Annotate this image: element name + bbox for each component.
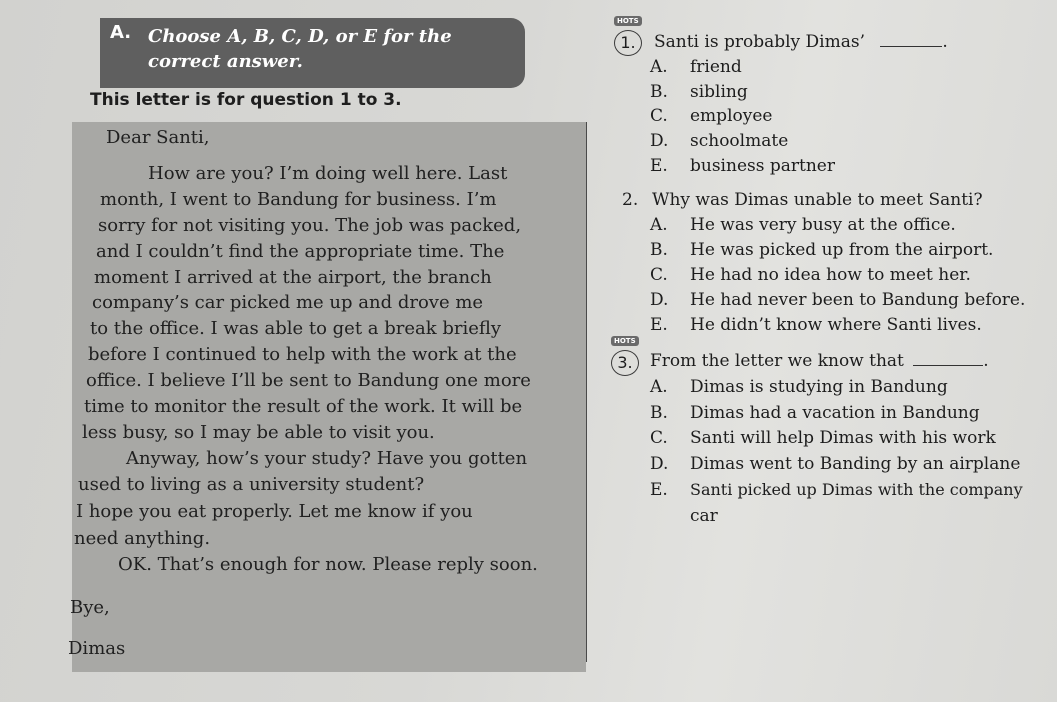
question-1-number: 1.	[614, 30, 642, 56]
question-3-text	[650, 351, 989, 371]
letter-line: office. I believe I’ll be sent to Bandung one more	[86, 370, 531, 391]
option-letter: A.	[650, 215, 668, 235]
option-letter: D.	[650, 131, 669, 151]
letter-line: company’s car picked me up and drove me	[92, 292, 484, 313]
answer-blank	[880, 46, 942, 47]
question-1-text	[654, 32, 948, 52]
letter-line: before I continued to help with the work at the	[88, 344, 517, 365]
letter-line: need anything.	[74, 528, 211, 549]
column-divider	[586, 122, 587, 662]
letter-line: Anyway, how’s your study? Have you gotten	[126, 448, 528, 469]
option-letter: B.	[650, 240, 668, 260]
question-3-stem: From the letter we know that	[650, 351, 904, 371]
option-letter: C.	[650, 265, 668, 285]
option-text: Dimas is studying in Bandung	[690, 377, 948, 397]
option-letter: A.	[650, 57, 668, 77]
option-letter: A.	[650, 377, 668, 397]
option-text: Dimas had a vacation in Bandung	[690, 403, 980, 423]
option-text: schoolmate	[690, 131, 789, 151]
option-text: Santi will help Dimas with his work	[690, 428, 996, 448]
option-text: sibling	[690, 82, 748, 102]
option-letter: C.	[650, 106, 668, 126]
option-continuation: car	[690, 506, 718, 526]
option-letter: E.	[650, 156, 668, 176]
letter-line: I hope you eat properly. Let me know if you	[76, 501, 473, 522]
question-1-end: .	[942, 32, 948, 52]
question-3-end: .	[983, 351, 989, 371]
option-text: He didn’t know where Santi lives.	[690, 315, 982, 335]
letter-line: to the office. I was able to get a break briefly	[90, 318, 502, 339]
option-letter: D.	[650, 454, 669, 474]
option-text: He was very busy at the office.	[690, 215, 956, 235]
question-3-number: 3.	[611, 350, 639, 376]
option-text: Santi picked up Dimas with the company	[690, 480, 1023, 499]
letter-line: used to living as a university student?	[78, 474, 425, 495]
option-text: business partner	[690, 156, 835, 176]
option-letter: C.	[650, 428, 668, 448]
letter-line: time to monitor the result of the work. It will be	[84, 396, 523, 417]
letter-intro: This letter is for question 1 to 3.	[90, 90, 402, 110]
option-text: He had no idea how to meet her.	[690, 265, 971, 285]
letter-closing: Bye,	[70, 597, 110, 618]
section-instruction: Choose A, B, C, D, or E for the correct answer.	[148, 26, 452, 72]
option-text: He was picked up from the airport.	[690, 240, 994, 260]
option-letter: E.	[650, 315, 668, 335]
question-1-stem: Santi is probably Dimas’	[654, 32, 866, 52]
letter-line: month, I went to Bandung for business. I’m	[100, 189, 497, 210]
section-letter: A.	[110, 22, 132, 43]
option-text: employee	[690, 106, 773, 126]
letter-signature: Dimas	[68, 638, 126, 659]
letter-line: OK. That’s enough for now. Please reply soon.	[118, 554, 538, 575]
letter-line: and I couldn’t find the appropriate time. The	[96, 241, 505, 262]
question-2-number: 2.	[622, 190, 639, 210]
letter-line: moment I arrived at the airport, the branch	[94, 267, 492, 288]
letter-line: sorry for not visiting you. The job was packed,	[98, 215, 522, 236]
letter-greeting: Dear Santi,	[106, 127, 210, 148]
hots-badge: HOTS	[614, 16, 642, 26]
option-letter: B.	[650, 82, 668, 102]
question-2-text: Why was Dimas unable to meet Santi?	[652, 190, 983, 210]
option-text: Dimas went to Banding by an airplane	[690, 454, 1021, 474]
letter-line: How are you? I’m doing well here. Last	[148, 163, 508, 184]
option-text: friend	[690, 57, 742, 77]
letter-line: less busy, so I may be able to visit you.	[82, 422, 435, 443]
option-letter: B.	[650, 403, 668, 423]
answer-blank	[913, 365, 983, 366]
option-text: He had never been to Bandung before.	[690, 290, 1026, 310]
option-letter: E.	[650, 480, 668, 500]
hots-badge: HOTS	[611, 336, 639, 346]
option-letter: D.	[650, 290, 669, 310]
